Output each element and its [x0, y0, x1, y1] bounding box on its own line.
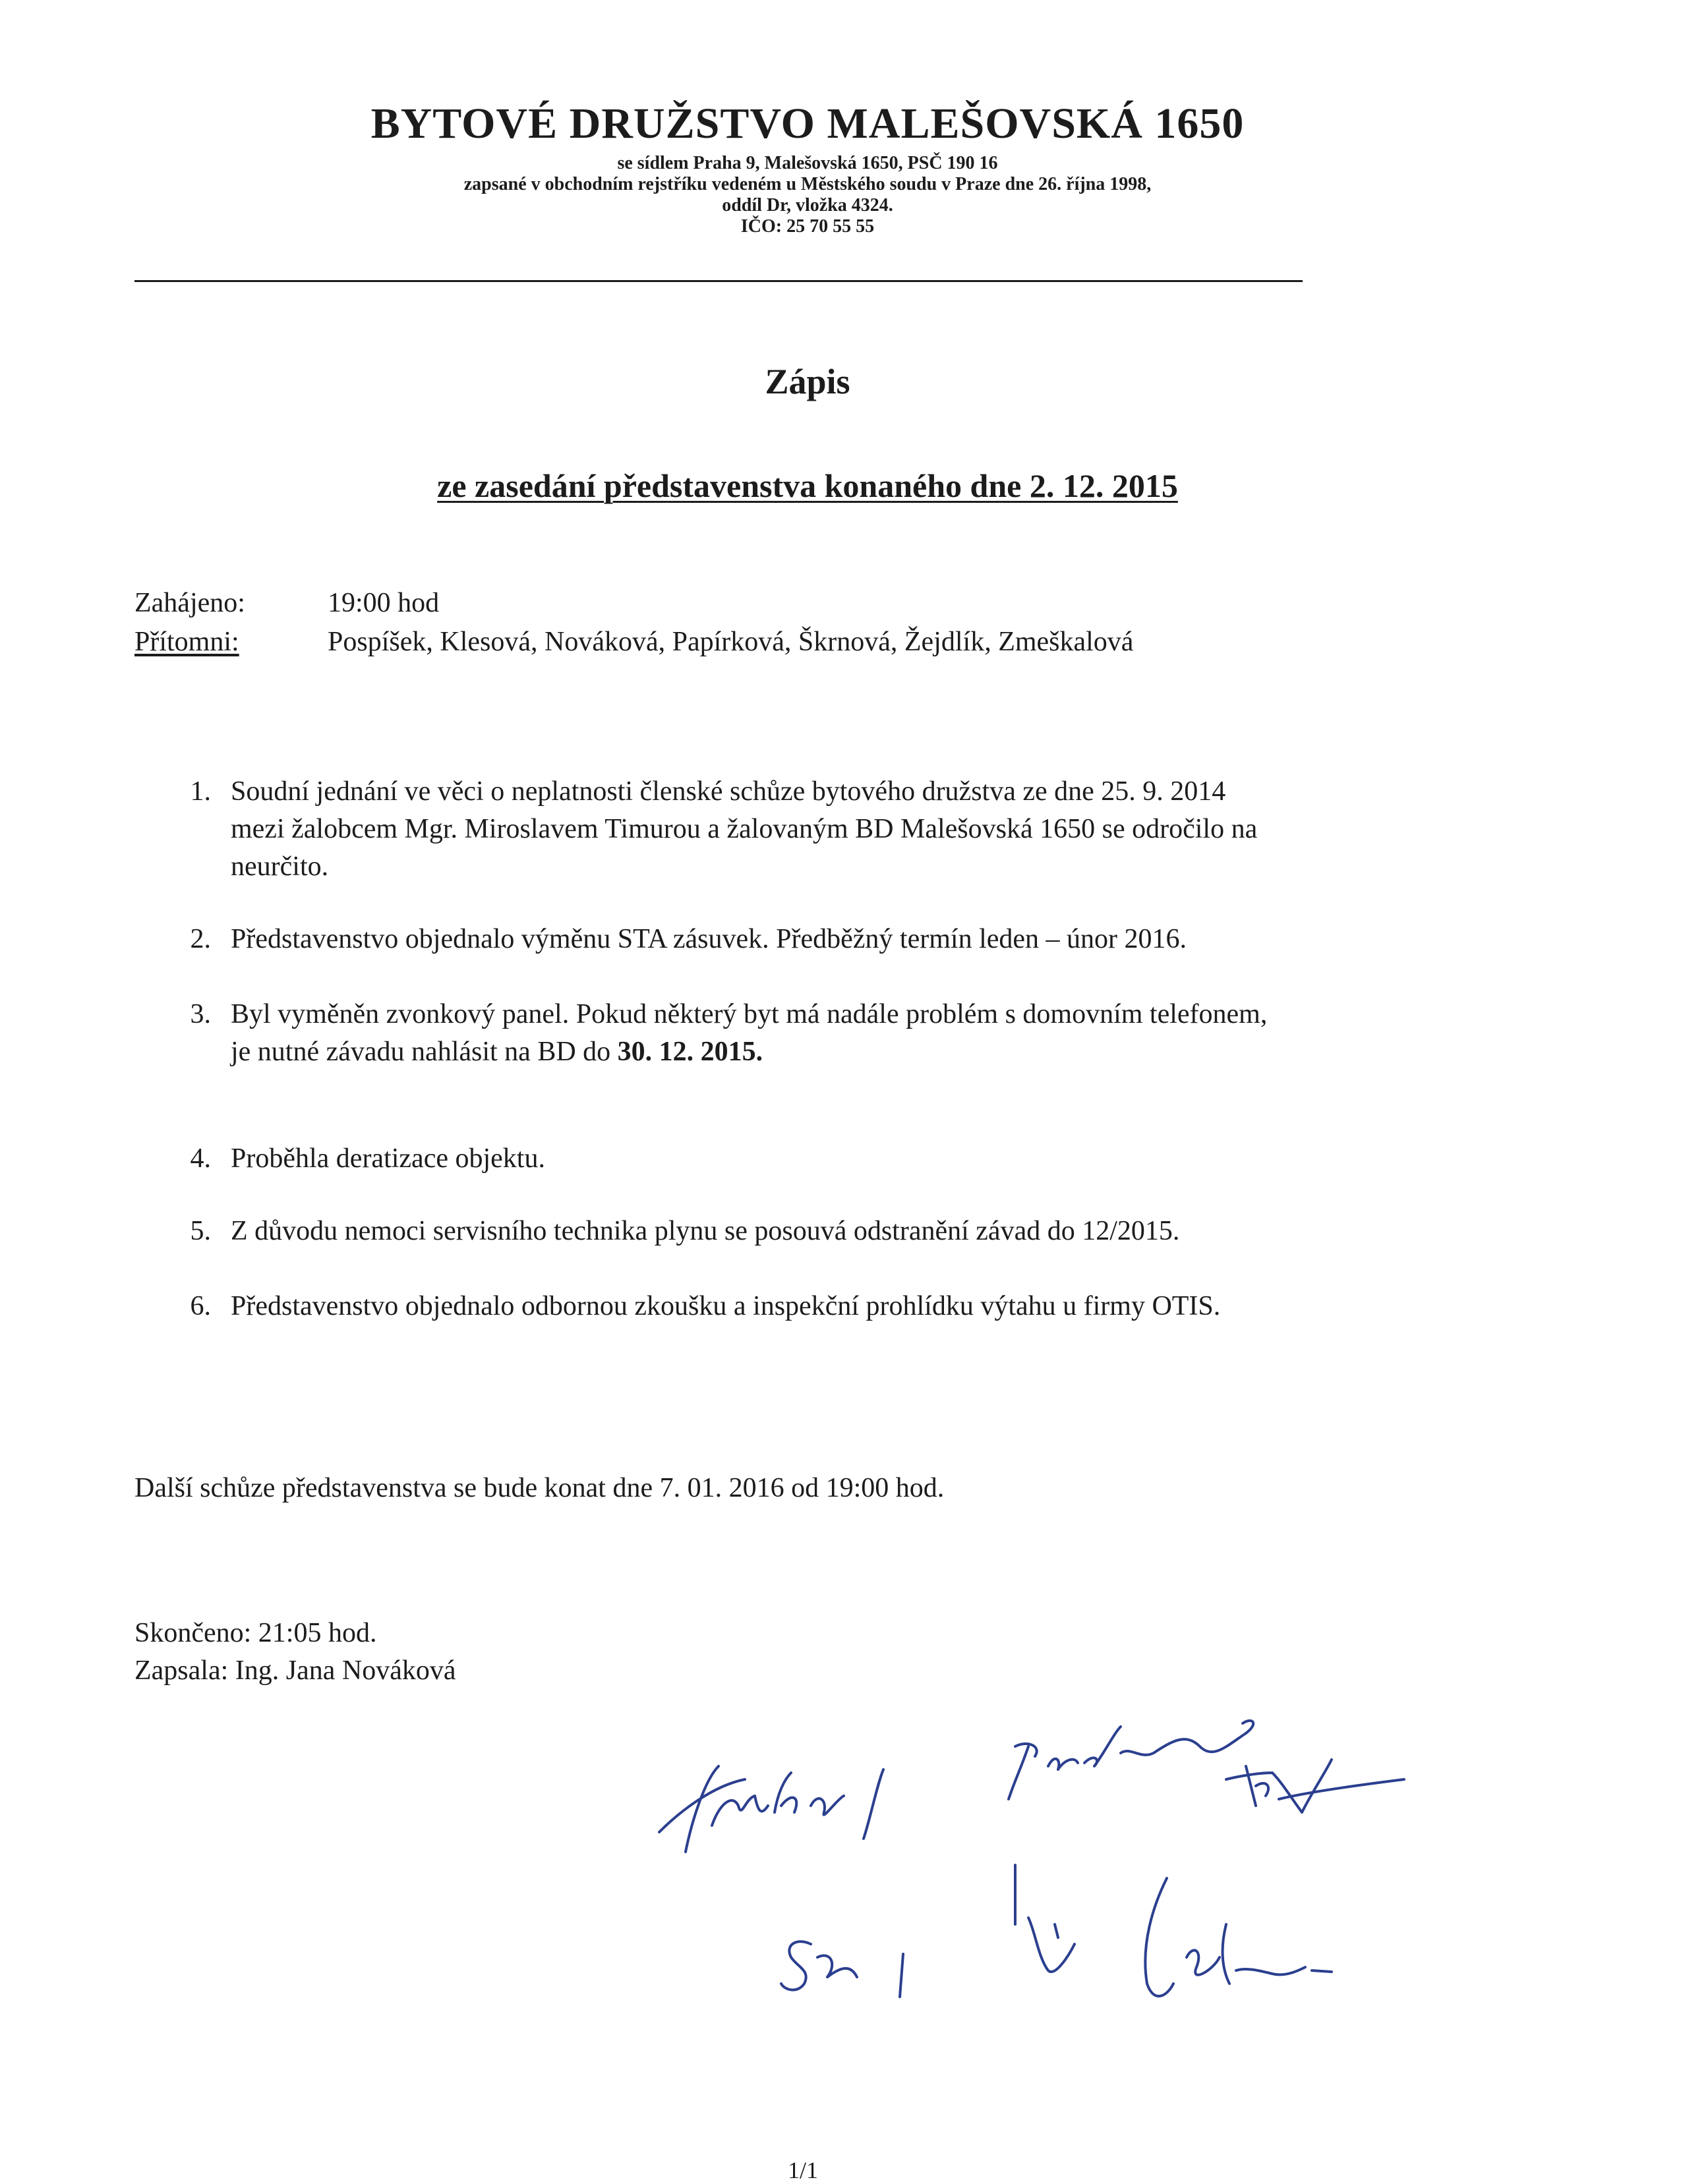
signature	[1226, 1760, 1404, 1812]
signature	[1145, 1878, 1332, 1996]
agenda-item-line: Představenstvo objednalo odbornou zkoušku a inspekční prohlídku výtahu u firmy OTIS.	[231, 1291, 1221, 1321]
ended-time: Skončeno: 21:05 hod.	[134, 1618, 377, 1648]
agenda-item-text	[231, 1288, 1490, 1325]
agenda-item-text	[231, 1140, 1490, 1178]
agenda-item-number: 3.	[190, 999, 211, 1029]
handwritten-signatures	[593, 1707, 1529, 2063]
present-label: Přítomni:	[134, 627, 239, 657]
agenda-item-text	[231, 1213, 1490, 1250]
agenda-item-line: Soudní jednání ve věci o neplatnosti členské schůze bytového družstva ze dne 25. 9. 2014	[231, 776, 1226, 807]
signature	[1015, 1865, 1075, 1972]
organization-seat: se sídlem Praha 9, Malešovská 1650, PSČ 190 16	[617, 153, 998, 173]
signature	[1009, 1721, 1253, 1799]
agenda-item-text	[231, 996, 1490, 1071]
agenda-item-line: Z důvodu nemoci servisního technika plynu se posouvá odstranění závad do 12/2015.	[231, 1216, 1180, 1246]
organization-section: oddíl Dr, vložka 4324.	[722, 195, 893, 216]
agenda-item-number: 1.	[190, 776, 211, 807]
signature	[659, 1766, 883, 1852]
agenda-item-number: 5.	[190, 1216, 211, 1246]
page-number: 1/1	[788, 2157, 819, 2183]
agenda-item-line: Proběhla deratizace objektu.	[231, 1143, 545, 1174]
organization-registry: zapsané v obchodním rejstříku vedeném u Městského soudu v Praze dne 26. října 1998,	[463, 174, 1152, 194]
agenda-item-line: Byl vyměněn zvonkový panel. Pokud některý byt má nadále problém s domovním telefonem,	[231, 999, 1268, 1029]
agenda-item-number: 4.	[190, 1143, 211, 1174]
next-meeting: Další schůze představenstva se bude konat dne 7. 01. 2016 od 19:00 hod.	[134, 1473, 945, 1503]
agenda-item-line-text: je nutné závadu nahlásit na BD do	[231, 1037, 611, 1067]
agenda-item-line: mezi žalobcem Mgr. Miroslavem Timurou a žalovaným BD Malešovská 1650 se odročilo na	[231, 814, 1258, 844]
started-value: 19:00 hod	[328, 588, 440, 618]
started-label: Zahájeno:	[134, 588, 245, 618]
deadline-date: 30. 12. 2015.	[617, 1037, 763, 1067]
organization-name: BYTOVÉ DRUŽSTVO MALEŠOVSKÁ 1650	[370, 100, 1245, 148]
present-value: Pospíšek, Klesová, Nováková, Papírková, Škrnová, Žejdlík, Zmeškalová	[328, 627, 1134, 657]
organization-ico: IČO: 25 70 55 55	[740, 216, 875, 237]
agenda-item-number: 6.	[190, 1291, 211, 1321]
agenda-item-number: 2.	[190, 924, 211, 954]
agenda-item-text	[231, 773, 1490, 886]
agenda-item-line: Představenstvo objednalo výměnu STA zásuvek. Předběžný termín leden – únor 2016.	[231, 924, 1187, 954]
header-divider	[134, 280, 1303, 282]
signature	[781, 1941, 903, 1997]
document-subtitle	[0, 467, 1615, 505]
document-title: Zápis	[765, 362, 850, 401]
agenda-item-line: neurčito.	[231, 851, 329, 882]
document-subtitle-text: ze zasedání představenstva konaného dne 2. 12. 2015	[437, 467, 1178, 504]
agenda-item-line	[231, 1033, 1490, 1071]
agenda-item-text	[231, 921, 1490, 958]
recorded-by: Zapsala: Ing. Jana Nováková	[134, 1655, 456, 1686]
